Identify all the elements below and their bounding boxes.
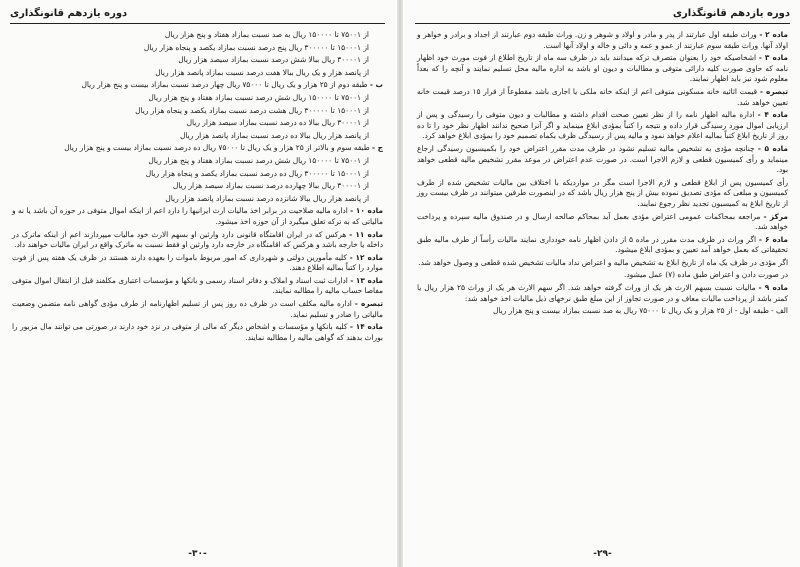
paragraph	[417, 258, 788, 269]
paragraph	[12, 156, 383, 167]
paragraph	[12, 131, 383, 142]
paragraph	[12, 106, 383, 117]
paragraph-text: از ۱۵۰۰۰۱ تا ۳۰۰۰۰۰ ریال ده درصد نسبت بمازاد یکصد و پنجاه هزار ریال	[145, 168, 369, 178]
article-label: مرکز -	[763, 211, 789, 221]
left-page-body	[12, 30, 383, 541]
paragraph-text: از ۷۵۰۰۱ تا ۱۵۰۰۰۰ ریال شش درصد نسبت بمازاد هفتاد و پنج هزار ریال	[148, 155, 369, 165]
paragraph	[12, 322, 383, 343]
paragraph-text: طبقه دوم از ۲۵ هزار و یک ریال تا ۷۵۰۰۰ ریال چهار درصد نسبت بمازاد بیست و پنج هزار ریال	[81, 80, 368, 90]
paragraph-text: اداره مالیه مکلف است در ظرف ده روز پس از تسلیم اظهارنامه از طرف مؤدی گواهی نامه متضمن وضعیت مالیاتی را صادر و تسلیم نماید.	[12, 299, 383, 319]
left-page	[0, 0, 395, 567]
paragraph-text: از ۷۵۰۰۱ تا ۱۵۰۰۰۰ ریال به صد نسبت بمازاد هفتاد و پنج هزار ریال	[164, 30, 369, 39]
left-page-header	[10, 6, 385, 24]
paragraph-text: هرکس که در ایران اقامتگاه قانونی دارد وارثین او بسهم الارث خود مالیات میپردازند اعم از اینکه ماترک در داخله یا خارجه باشد و هرکس که اقامتگاه در خارجه دارد وارثین او فقط نسبت به ماترک واقع در ایران مالیات خواهند داد.	[12, 229, 383, 250]
paragraph-text: الف - طبقه اول - از ۲۵ هزار و یک ریال تا ۷۵۰۰۰ ریال به صد نسبت بمازاد بیست و پنج هزار ریال	[493, 306, 788, 316]
paragraph	[417, 30, 788, 51]
header-rule	[10, 23, 385, 24]
right-page-body	[417, 30, 788, 541]
paragraph	[417, 53, 788, 85]
paragraph	[417, 144, 788, 176]
paragraph-text: از ۱۵۰۰۰۱ تا ۳۰۰۰۰۰ ریال پنج درصد نسبت بمازاد یکصد و پنجاه هزار ریال	[143, 42, 369, 52]
article-label: ماده ۱۴ -	[349, 322, 383, 332]
paragraph-text: از ۷۵۰۰۱ تا ۱۵۰۰۰۰ ریال شش درصد نسبت بمازاد هفتاد و پنج هزار ریال	[148, 92, 369, 102]
article-label: ماده ۲ -	[759, 30, 788, 39]
paragraph-text: از پانصد هزار ریال ببالا ده درصد نسبت بمازاد پانصد هزار ریال	[179, 130, 369, 140]
paragraph	[12, 80, 383, 91]
article-label: ماده ۱۳ -	[350, 275, 383, 285]
article-label: ماده ۶ -	[758, 234, 788, 244]
paragraph-text: در صورت دادن و اعتراض طبق ماده (۷) عمل میشود.	[624, 270, 788, 280]
paragraph-text: ادارات ثبت اسناد و املاک و دفاتر اسناد رسمی و بانکها و مؤسسات اعتباری مکلفند قبل از انتقال اموال متوفی مفاصا حساب مالیه را مطالبه نمایند.	[12, 275, 383, 296]
paragraph	[12, 143, 383, 154]
header-rule	[415, 23, 790, 24]
paragraph-text: کلیه بانکها و مؤسسات و اشخاص دیگر که مالی از متوفی در نزد خود دارند در صورتی می توانند مال مزبور را بوراث بدهند که گواهی مالیه را مطالبه نمایند.	[12, 322, 383, 342]
paragraph-text: رأی کمیسیون پس از ابلاغ قطعی و لازم الاجرا است مگر در مواردیکه با اختلاف بین مالیات تشخیص شده از طرف کمیسیون و مبلغی که مؤدی تصدیق نموده بیش از پنج هزار ریال باشد که در اینصورت طرفین میتوانند در ظرف بیست روز از تاریخ ابلاغ به کمیسیون تجدید نظر رجوع نمایند.	[417, 177, 788, 208]
paragraph	[417, 306, 788, 317]
paragraph-text: مالیات نسبت بسهم الارث هر یک از وراث گرفته خواهد شد. اگر سهم الارث هر یک از وراث ۲۵ هزار ریال یا کمتر باشد از پرداخت مالیات معاف و در صورت تجاوز از این مبلغ طبق نرخهای ذیل مالیات اخذ خواهد شد:	[417, 283, 788, 303]
paragraph	[12, 43, 383, 54]
article-label: ج -	[372, 143, 383, 153]
paragraph-text: قیمت اثاثیه خانه مسکونی متوفی اعم از اینکه خانه ملکی یا اجاری باشد مقطوعاً از قرار ۱۵ درصد قیمت خانه تعیین خواهد شد.	[417, 86, 788, 107]
paragraph	[417, 87, 788, 108]
paragraph-text: چنانچه مؤدی به تشخیص مالیه تسلیم نشود در ظرف مدت مقرر اعتراض خود را بکمیسیون رسیدگی ارجاع مینماید و رأی کمیسیون قطعی و لازم الاجرا است. در صورت عدم اعتراض در موعد مقرر تشخیص مالیه قطعی خواهد بود.	[417, 143, 788, 175]
article-label: ماده ۴ -	[757, 110, 788, 120]
left-page-header-title: دوره یازدهم قانونگذاری	[10, 8, 128, 19]
paragraph	[12, 299, 383, 320]
paragraph-text: مراجعه بمحاکمات عمومی اعتراض مؤدی بعمل آید بمحاکم صالحه ارسال و در صندوق مالیه سپرده و پرداخت خواهد شد.	[417, 211, 788, 232]
paragraph	[12, 181, 383, 192]
paragraph-text: اگر وراث در ظرف مدت مقرر در ماده ۵ از دادن اظهار نامه خودداری نمایند مالیات رأساً از طرف مالیه طبق تحقیقاتی که بعمل خواهد آمد تعیین و بمؤدی ابلاغ میشود.	[417, 234, 788, 255]
right-page-header	[415, 6, 790, 24]
paragraph-text: از ۳۰۰۰۰۱ ریال ببالا چهارده درصد نسبت بمازاد سیصد هزار ریال	[172, 181, 369, 191]
article-label: ماده ۱۰ -	[350, 206, 383, 216]
paragraph	[12, 253, 383, 274]
paragraph	[417, 235, 788, 256]
paragraph	[417, 212, 788, 233]
article-label: تبصره -	[354, 299, 383, 309]
paragraph	[417, 110, 788, 142]
paragraph-text: از ۳۰۰۰۰۱ ریال ببالا شش درصد نسبت بمازاد سیصد هزار ریال	[178, 55, 369, 65]
article-label: ب -	[369, 80, 383, 90]
article-label: ماده ۱۲ -	[349, 252, 383, 262]
paragraph-text: کلیه مأمورین دولتی و شهرداری که امور مربوط باموات را بعهده دارند هستند در ظرف یک هفته پس از فوت موارد را کتباً بمالیه اطلاع دهند.	[12, 252, 383, 273]
paragraph-text: طبقه سوم و بالاتر از ۲۵ هزار و یک ریال تا ۷۵۰۰۰ ریال ده درصد نسبت بمازاد بیست و پنج هزار ریال	[64, 143, 370, 153]
paragraph	[12, 169, 383, 180]
article-label: ماده ۳ -	[758, 53, 788, 63]
paragraph	[12, 230, 383, 251]
book-gutter	[397, 0, 403, 567]
paragraph-text: اداره مالیه اظهار نامه را از نظر تعیین صحت اقدام داشته و مطالبات و دیون متوفی را رسیدگی و پس از ارزیابی اموال مورد رسیدگی قرار داده و نتیجه را کتباً بمؤدی ابلاغ مینماید و اگر آنرا صحیح ندانند اظهار نظر خود را تا ده روز از تاریخ ابلاغ کتباً بمالیه اعلام خواهد نمود و مالیه پس از رسیدگی ظرف یکماه تصمیم خود را بمؤدی ابلاغ خواهد کرد.	[417, 110, 788, 141]
right-page-number: -۲۹-	[593, 549, 612, 559]
paragraph	[12, 30, 383, 41]
paragraph-text: از ۱۵۰۰۰۱ تا ۳۰۰۰۰۰ ریال هشت درصد نسبت بمازاد یکصد و پنجاه هزار ریال	[135, 105, 369, 115]
paragraph	[12, 68, 383, 79]
paragraph-text: وراث طبقه اول عبارتند از پدر و مادر و اولاد و شوهر و زن. وراث طبقه دوم عبارتند از اجداد و برادر و خواهر و اولاد آنها. وراث طبقه سوم عبارتند از عمو و عمه و دائی و خاله و اولاد آنها است.	[417, 30, 788, 50]
paragraph	[417, 270, 788, 281]
article-label: تبصره -	[759, 86, 788, 96]
paragraph	[12, 194, 383, 205]
article-label: ماده ۱۱ -	[349, 229, 383, 239]
paragraph-text: از پانصد هزار ریال ببالا شانزده درصد نسبت بمازاد پانصد هزار ریال	[165, 193, 369, 203]
article-label: ماده ۹ -	[758, 283, 788, 293]
paragraph	[12, 276, 383, 297]
paragraph-text: اداره مالیه صلاحیت در برابر اخذ مالیات ارث ایرانیها را دارد اعم از اینکه اموال متوفی در حوزه آن باشد یا نه و مالیاتی که به ترکه تعلق میگیرد از آن حوزه اخذ میشود.	[12, 206, 383, 226]
paragraph	[12, 206, 383, 227]
paragraph	[12, 55, 383, 66]
paragraph-text: از پانصد هزار و یک ریال ببالا هفت درصد نسبت بمازاد پانصد هزار ریال	[155, 67, 369, 77]
paragraph	[12, 118, 383, 129]
paragraph-text: از ۳۰۰۰۰۱ ریال ببالا ده درصد نسبت بمازاد سیصد هزار ریال	[186, 118, 369, 128]
right-page	[405, 0, 800, 567]
paragraph-text: اگر مؤدی در ظرف یک ماه از تاریخ ابلاغ به تشخیص مالیه و اعتراض نداد مالیات تشخیص شده قطعی و وصول خواهد شد.	[418, 257, 788, 267]
left-page-number: -۳۰-	[188, 549, 207, 559]
paragraph	[12, 93, 383, 104]
right-page-header-title: دوره یازدهم قانونگذاری	[672, 8, 790, 19]
article-label: ماده ۵ -	[757, 143, 788, 153]
paragraph	[417, 283, 788, 304]
paragraph	[417, 178, 788, 210]
paragraph-text: اشخاصیکه خود را بعنوان متصرف ترکه میدانند باید در ظرف سه ماه از تاریخ اطلاع از فوت مورث خود اظهار نامه که حاوی صورت کلیه دارائی متوفی و مطالبات و دیون او باشد به اداره مالیه محل تسلیم نمایند و آنچه را که بعداً معلوم شود نیز باید اظهار نمایند.	[417, 53, 788, 84]
